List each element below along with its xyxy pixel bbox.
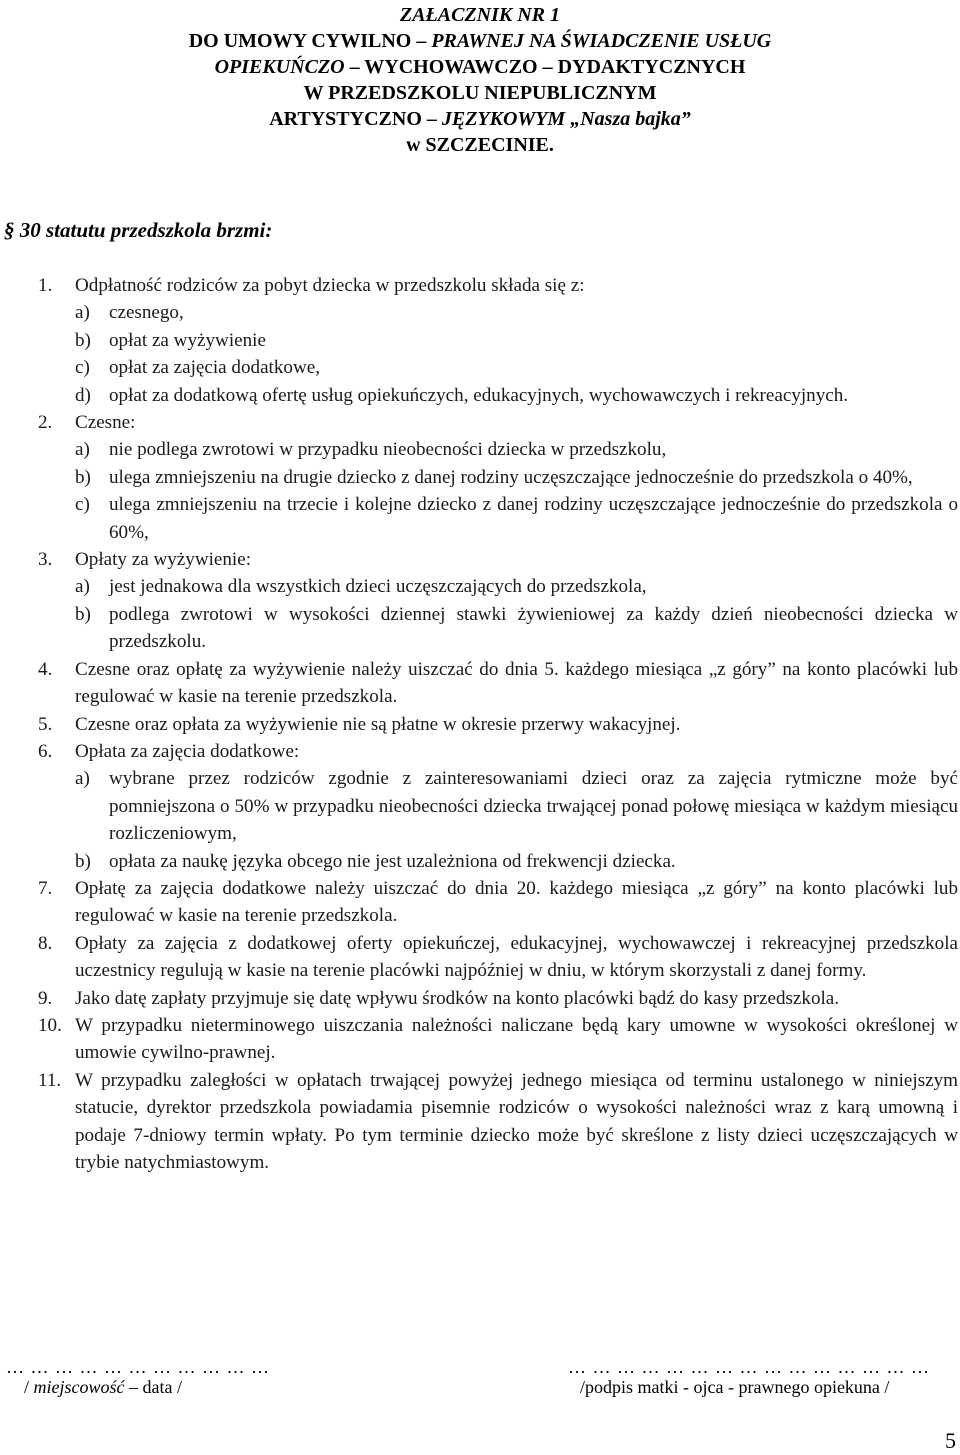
annex-title: ZAŁACZNIK NR 1 xyxy=(399,4,561,26)
item-text: Czesne oraz opłatę za wyżywienie należy uiszczać do dnia 5. każdego miesiąca „z góry” na konto placówki lub regulować w kasie na terenie przedszkola. xyxy=(75,658,958,708)
item-text: Jako datę zapłaty przyjmuje się datę wpływu środków na konto placówki bądź do kasy przedszkola. xyxy=(75,987,840,1009)
sub-item xyxy=(38,299,958,326)
sub-item-letter: d) xyxy=(75,384,91,406)
signature-label: /podpis matki - ojca - prawnego opiekuna / xyxy=(580,1377,890,1397)
item-number: 1. xyxy=(38,275,53,296)
sub-item-text: ulega zmniejszeniu na drugie dziecko z danej rodziny uczęszczające jednocześnie do przedszkola o 40%, xyxy=(109,466,913,488)
sub-item-text: opłat za zajęcia dodatkowe, xyxy=(109,357,320,379)
page-number: 5 xyxy=(945,1428,956,1453)
sub-item-text: czesnego, xyxy=(109,302,184,324)
item-number: 5. xyxy=(38,713,53,735)
list-item xyxy=(38,985,958,1012)
item-number: 7. xyxy=(38,877,53,899)
sub-item-letter: a) xyxy=(75,576,90,598)
sub-item-letter: b) xyxy=(75,603,91,625)
list-item xyxy=(38,875,958,930)
sub-item-letter: b) xyxy=(75,329,91,351)
sub-item xyxy=(38,436,958,463)
list-item xyxy=(38,546,958,573)
item-text: Opłata za zajęcia dodatkowe: xyxy=(75,740,300,762)
item-text: W przypadku nieterminowego uiszczania należności naliczane będą kary umowne w wysokości określonej w umowie cywilno-prawnej. xyxy=(75,1014,958,1064)
item-number: 9. xyxy=(38,987,53,1009)
list-item xyxy=(38,1012,958,1067)
sub-item xyxy=(38,464,958,491)
item-number: 3. xyxy=(38,549,53,571)
item-number: 11. xyxy=(38,1069,62,1091)
sub-item xyxy=(38,354,958,381)
header-line-3: OPIEKUŃCZO – WYCHOWAWCZO – DYDAKTYCZNYCH xyxy=(214,56,746,78)
section-title: § 30 statutu przedszkola brzmi: xyxy=(4,218,273,242)
sub-item-letter: a) xyxy=(75,302,90,324)
sub-item-text: podlega zwrotowi w wysokości dziennej stawki żywieniowej za każdy dzień nieobecności dziecka w przedszkolu. xyxy=(109,603,958,653)
sub-item-text: opłata za naukę języka obcego nie jest uzależniona od frekwencji dziecka. xyxy=(109,850,676,872)
sub-item xyxy=(38,327,958,354)
sub-item-text: nie podlega zwrotowi w przypadku nieobecności dziecka w przedszkolu, xyxy=(109,439,667,461)
sub-item-letter: a) xyxy=(75,439,90,461)
document-header xyxy=(0,2,960,158)
item-number: 10. xyxy=(38,1014,62,1036)
sub-item-letter: b) xyxy=(75,850,91,872)
sub-item xyxy=(38,491,958,546)
sub-item-letter: c) xyxy=(75,357,90,379)
item-number: 6. xyxy=(38,740,53,762)
sub-item-text: wybrane przez rodziców zgodnie z zainteresowaniami dzieci oraz za zajęcia rytmiczne może być pomniejszona o 50% w przypadku nieobecności dziecka trwającej ponad połowę miesiąca w każdym miesiącu rozliczeniowym, xyxy=(109,768,958,845)
item-number: 8. xyxy=(38,932,53,954)
item-text: Czesne oraz opłata za wyżywienie nie są płatne w okresie przerwy wakacyjnej. xyxy=(75,713,681,735)
place-date-dotted-line: … … … … … … … … … … … xyxy=(6,1357,270,1377)
place-date-label: / miejscowość – data / xyxy=(24,1377,182,1397)
sub-item xyxy=(38,601,958,656)
item-number: 4. xyxy=(38,658,53,680)
sub-item-text: ulega zmniejszeniu na trzecie i kolejne dziecko z danej rodziny uczęszczające jednocześnie do przedszkola o 60%, xyxy=(109,494,958,543)
sub-item xyxy=(38,765,958,847)
item-text: Opłaty za zajęcia z dodatkowej oferty opiekuńczej, edukacyjnej, wychowawczej i rekreacyjnej przedszkola uczestnicy regulują w kasie na terenie placówki najpóźniej w dniu, w którym skorzystali z danej formy. xyxy=(75,932,958,982)
item-text: Odpłatność rodziców za pobyt dziecka w przedszkolu składa się z: xyxy=(75,275,585,296)
signature-dotted-line: … … … … … … … … … … … … … … … xyxy=(568,1357,930,1377)
header-line-4: W PRZEDSZKOLU NIEPUBLICZNYM xyxy=(303,82,657,104)
list-item xyxy=(38,738,958,765)
item-number: 2. xyxy=(38,412,53,434)
sub-item-text: jest jednakowa dla wszystkich dzieci uczęszczających do przedszkola, xyxy=(109,576,647,598)
sub-item-letter: a) xyxy=(75,768,90,790)
sub-item-letter: c) xyxy=(75,494,90,516)
list-item xyxy=(38,1067,958,1177)
list-item xyxy=(38,272,958,299)
header-line-5: ARTYSTYCZNO – JĘZYKOWYM „Nasza bajka” xyxy=(269,108,691,130)
sub-item xyxy=(38,848,958,875)
list-item xyxy=(38,711,958,738)
item-text: Czesne: xyxy=(75,412,136,434)
sub-item xyxy=(38,573,958,600)
sub-item-text: opłat za dodatkową ofertę usług opiekuńczych, edukacyjnych, wychowawczych i rekreacyjnych. xyxy=(109,384,849,406)
header-line-6: w SZCZECINIE. xyxy=(406,134,554,156)
item-text: W przypadku zaległości w opłatach trwającej powyżej jednego miesiąca od terminu ustalonego w niniejszym statucie, dyrektor przedszkola powiadamia pisemnie rodziców o wysokości należności wraz z karą umowną i podaje 7-dniowy termin wpłaty. Po tym terminie dziecko może być skreślone z listy dzieci uczęszczających w trybie natychmiastowym. xyxy=(75,1069,958,1173)
header-line-2: DO UMOWY CYWILNO – PRAWNEJ NA ŚWIADCZENIE USŁUG xyxy=(188,30,772,52)
sub-item-text: opłat za wyżywienie xyxy=(109,329,266,351)
item-text: Opłaty za wyżywienie: xyxy=(75,549,252,571)
sub-item xyxy=(38,382,958,409)
regulation-list xyxy=(38,272,958,1176)
list-item xyxy=(38,656,958,711)
list-item xyxy=(38,930,958,985)
list-item xyxy=(38,409,958,436)
sub-item-letter: b) xyxy=(75,466,91,488)
item-text: Opłatę za zajęcia dodatkowe należy uiszczać do dnia 20. każdego miesiąca „z góry” na konto placówki lub regulować w kasie na terenie przedszkola. xyxy=(75,877,958,927)
